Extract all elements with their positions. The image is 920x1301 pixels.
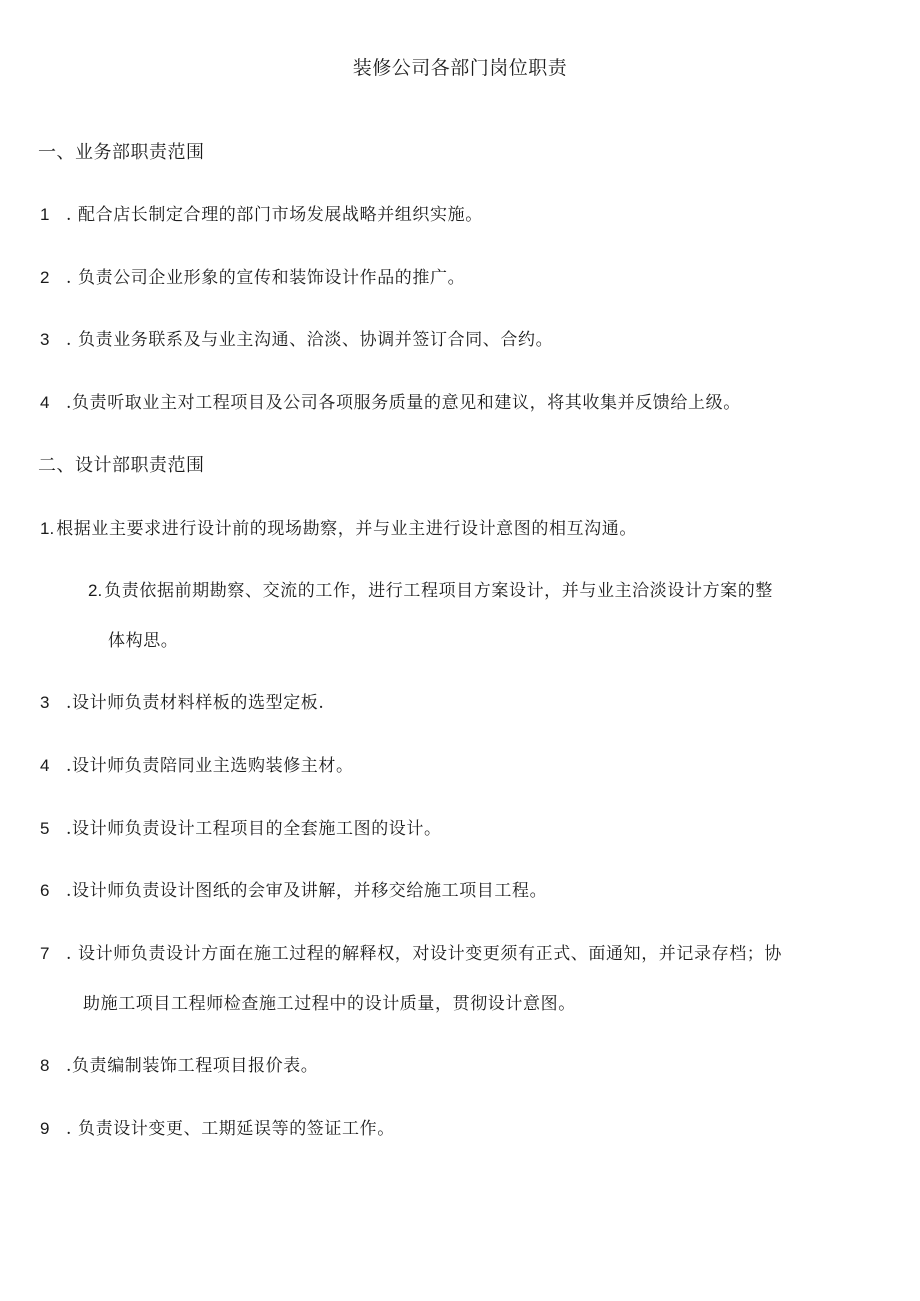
list-item	[40, 941, 782, 967]
item-number: 3	[40, 693, 50, 712]
item-text: . 配合店长制定合理的部门市场发展战略并组织实施。	[66, 205, 483, 225]
item-number: 5	[40, 819, 50, 838]
item-number: 4	[40, 393, 50, 412]
item-number: 6	[40, 881, 50, 900]
item-number: 3	[40, 330, 50, 349]
item-text: .负责编制装饰工程项目报价表。	[66, 1056, 319, 1076]
item-text: .负责听取业主对工程项目及公司各项服务质量的意见和建议，将其收集并反馈给上级。	[66, 393, 741, 413]
list-item	[40, 390, 741, 416]
list-item	[40, 816, 442, 842]
list-item	[40, 327, 553, 353]
item-number: 9	[40, 1119, 50, 1138]
list-item	[40, 690, 324, 716]
section-heading-design: 二、设计部职责范围	[38, 455, 205, 476]
list-item	[40, 753, 354, 779]
item-text-continuation: 助施工项目工程师检查施工过程中的设计质量，贯彻设计意图。	[83, 994, 576, 1014]
item-text: 负责依据前期勘察、交流的工作，进行工程项目方案设计，并与业主洽淡设计方案的整	[104, 581, 773, 601]
item-text: .设计师负责陪同业主选购装修主材。	[66, 756, 354, 776]
document-title: 装修公司各部门岗位职责	[352, 57, 568, 79]
item-number: 7	[40, 944, 50, 963]
item-text: . 负责公司企业形象的宣传和装饰设计作品的推广。	[66, 268, 466, 288]
list-item	[40, 202, 483, 228]
item-text: . 设计师负责设计方面在施工过程的解释权，对设计变更须有正式、面通知，并记录存档；协	[66, 944, 783, 964]
list-item	[40, 1116, 395, 1142]
item-text-continuation: 体构思。	[108, 631, 179, 651]
section-heading-sales: 一、业务部职责范围	[38, 142, 205, 163]
item-text: .设计师负责材料样板的选型定板.	[66, 693, 325, 713]
item-number: 1.	[40, 519, 55, 538]
list-item	[88, 578, 773, 604]
item-text: . 负责业务联系及与业主沟通、洽淡、协调并签订合同、合约。	[66, 330, 554, 350]
item-number: 8	[40, 1056, 50, 1075]
item-text: .设计师负责设计图纸的会审及讲解，并移交给施工项目工程。	[66, 881, 548, 901]
list-item	[40, 516, 637, 542]
item-text: 根据业主要求进行设计前的现场勘察，并与业主进行设计意图的相互沟通。	[56, 519, 637, 539]
item-text: . 负责设计变更、工期延误等的签证工作。	[66, 1119, 395, 1139]
item-number: 2	[40, 268, 50, 287]
list-item	[40, 878, 547, 904]
list-item	[40, 1053, 318, 1079]
item-text: .设计师负责设计工程项目的全套施工图的设计。	[66, 819, 442, 839]
item-number: 1	[40, 205, 50, 224]
list-item	[40, 265, 465, 291]
item-number: 2.	[88, 581, 103, 600]
item-number: 4	[40, 756, 50, 775]
